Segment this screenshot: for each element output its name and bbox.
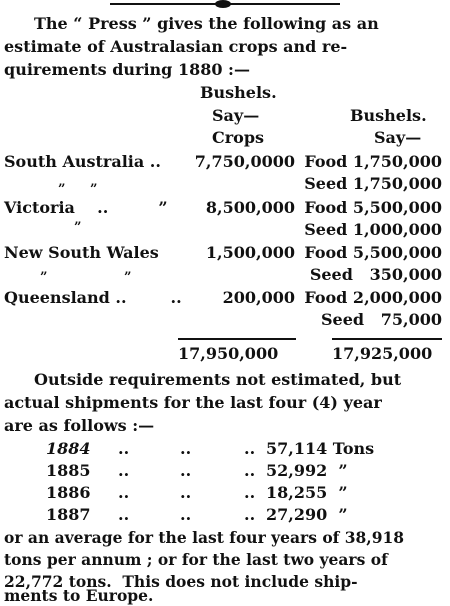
header-say-left: Say— bbox=[212, 106, 260, 125]
dots: .. bbox=[170, 288, 182, 307]
total-requirements: 17,925,000 bbox=[332, 344, 433, 363]
dots: .. bbox=[118, 483, 130, 502]
food-victoria: Food 5,500,000 bbox=[304, 198, 442, 217]
intro-line-2: estimate of Australasian crops and re- bbox=[4, 37, 348, 56]
shipment-amount: 18,255 ” bbox=[266, 483, 348, 502]
dots: .. bbox=[118, 505, 130, 524]
closing-line-4: ments to Europe. bbox=[4, 586, 154, 605]
shipment-year: 1885 bbox=[46, 461, 91, 480]
dots: .. bbox=[118, 461, 130, 480]
total-rule-requirements bbox=[332, 338, 442, 340]
crop-label-new-south-wales: New South Wales bbox=[4, 243, 159, 262]
header-crops: Crops bbox=[212, 128, 265, 147]
dots: .. bbox=[180, 505, 192, 524]
header-bushels-left: Bushels. bbox=[200, 83, 277, 102]
seed-queensland: Seed 75,000 bbox=[320, 310, 442, 329]
shipment-amount: 52,992 ” bbox=[266, 461, 348, 480]
dots: .. bbox=[244, 461, 256, 480]
shipment-year: 1887 bbox=[46, 505, 91, 524]
closing-line-1: or an average for the last four years of 38,918 bbox=[4, 528, 405, 547]
shipment-year: 1886 bbox=[46, 483, 91, 502]
dots: .. bbox=[244, 439, 256, 458]
dots: .. bbox=[180, 461, 192, 480]
food-south-australia: Food 1,750,000 bbox=[304, 152, 442, 171]
top-ornament bbox=[110, 0, 340, 8]
crop-value-victoria: 8,500,000 bbox=[205, 198, 295, 217]
shipment-amount: 27,290 ” bbox=[266, 505, 348, 524]
seed-south-australia: Seed 1,750,000 bbox=[304, 174, 442, 193]
ditto-mark: ” bbox=[158, 198, 168, 217]
ditto-mark: ” bbox=[58, 182, 66, 197]
shipment-amount: 57,114 Tons bbox=[266, 439, 375, 458]
intro-line-3: quirements during 1880 :— bbox=[4, 60, 250, 79]
intro-line-1: The “ Press ” gives the following as an bbox=[34, 14, 379, 33]
closing-line-2: tons per annum ; or for the last two years of bbox=[4, 550, 388, 569]
outside-line-2: actual shipments for the last four (4) year bbox=[4, 393, 382, 412]
dots: .. bbox=[118, 439, 130, 458]
dots: .. bbox=[180, 483, 192, 502]
crop-label-victoria-text: Victoria .. bbox=[4, 198, 109, 217]
food-queensland: Food 2,000,000 bbox=[304, 288, 442, 307]
total-crops: 17,950,000 bbox=[178, 344, 279, 363]
dots: .. bbox=[244, 483, 256, 502]
ditto-mark: ” bbox=[90, 182, 98, 197]
outside-line-3: are as follows :— bbox=[4, 416, 155, 435]
ditto-mark: ” bbox=[74, 220, 82, 235]
total-rule-crops bbox=[178, 338, 296, 340]
crop-value-new-south-wales: 1,500,000 bbox=[205, 243, 295, 262]
food-new-south-wales: Food 5,500,000 bbox=[304, 243, 442, 262]
crop-label-south-australia: South Australia .. bbox=[4, 152, 161, 171]
closing-line-3: 22,772 tons. This does not include ship- bbox=[4, 572, 358, 591]
header-bushels-right: Bushels. bbox=[350, 106, 427, 125]
header-say-right: Say— bbox=[374, 128, 422, 147]
ditto-mark: ” bbox=[124, 270, 132, 285]
ditto-mark: ” bbox=[40, 270, 48, 285]
crop-value-queensland: 200,000 bbox=[222, 288, 295, 307]
crop-label-queensland-text: Queensland .. bbox=[4, 288, 127, 307]
dots: .. bbox=[180, 439, 192, 458]
crop-value-south-australia: 7,750,0000 bbox=[194, 152, 295, 171]
shipment-year: 1884 bbox=[46, 439, 91, 458]
outside-line-1: Outside requirements not estimated, but bbox=[34, 370, 402, 389]
crop-label-victoria bbox=[4, 198, 168, 218]
crop-label-queensland bbox=[4, 288, 182, 308]
seed-victoria: Seed 1,000,000 bbox=[304, 220, 442, 239]
seed-new-south-wales: Seed 350,000 bbox=[309, 265, 442, 284]
dots: .. bbox=[244, 505, 256, 524]
